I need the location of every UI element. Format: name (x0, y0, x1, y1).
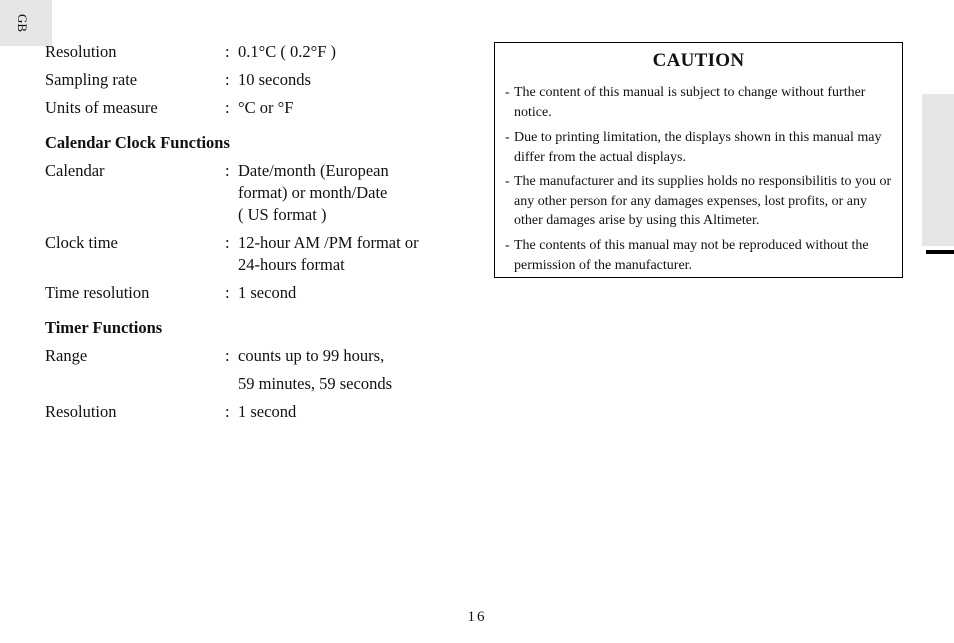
note-dash: - (505, 174, 510, 189)
spec-colon: : (225, 42, 230, 61)
language-tab (0, 0, 52, 46)
spec-value-line1: Date/month (European (238, 161, 389, 180)
spec-colon: : (225, 98, 230, 117)
note-dash: - (505, 238, 510, 253)
note-text: The contents of this manual may not be reproduced without the permission of the manufacturer. (514, 238, 869, 273)
side-section-tab (922, 94, 954, 246)
spec-colon: : (225, 283, 230, 302)
spec-label: Time resolution (45, 283, 150, 302)
spec-label: Resolution (45, 42, 117, 61)
note-text: The manufacturer and its supplies holds no responsibilitis to you or any other person for any damages expenses, lost profits, or any other damages arise by using this Altimeter. (514, 174, 892, 228)
spec-label: Resolution (45, 402, 117, 421)
spec-colon: : (225, 402, 230, 421)
spec-value-line2: 24-hours format (238, 255, 345, 274)
timer-heading: Timer Functions (45, 318, 163, 337)
spec-value: 1 second (238, 283, 297, 302)
note-dash: - (505, 130, 510, 145)
spec-colon: : (225, 161, 230, 180)
spec-label: Calendar (45, 161, 105, 180)
spec-label: Range (45, 346, 88, 365)
spec-value: 1 second (238, 402, 297, 421)
spec-value-line1: 12-hour AM /PM format or (238, 233, 419, 252)
spec-label: Sampling rate (45, 70, 138, 89)
caution-title: CAUTION (652, 50, 745, 71)
spec-value-line3: ( US format ) (238, 205, 327, 224)
page-number: 16 (467, 609, 487, 625)
spec-value: 0.1°C ( 0.2°F ) (238, 42, 336, 61)
note-dash: - (505, 85, 510, 100)
spec-value-line2: 59 minutes, 59 seconds (238, 374, 392, 393)
spec-value-line2: format) or month/Date (238, 183, 388, 202)
spec-value: °C or °F (238, 98, 294, 117)
note-text: The content of this manual is subject to change without further notice. (514, 85, 866, 120)
spec-value-line1: counts up to 99 hours, (238, 346, 385, 365)
calendar-clock-heading: Calendar Clock Functions (45, 133, 230, 152)
spec-label: Units of measure (45, 98, 158, 117)
spec-colon: : (225, 233, 230, 252)
language-tab-label: GB (15, 14, 30, 33)
side-section-marker (926, 250, 954, 254)
caution-box (494, 42, 903, 278)
spec-colon: : (225, 70, 230, 89)
note-text: Due to printing limitation, the displays shown in this manual may differ from the actual displays. (514, 130, 882, 165)
spec-colon: : (225, 346, 230, 365)
spec-value: 10 seconds (238, 70, 311, 89)
spec-label: Clock time (45, 233, 118, 252)
